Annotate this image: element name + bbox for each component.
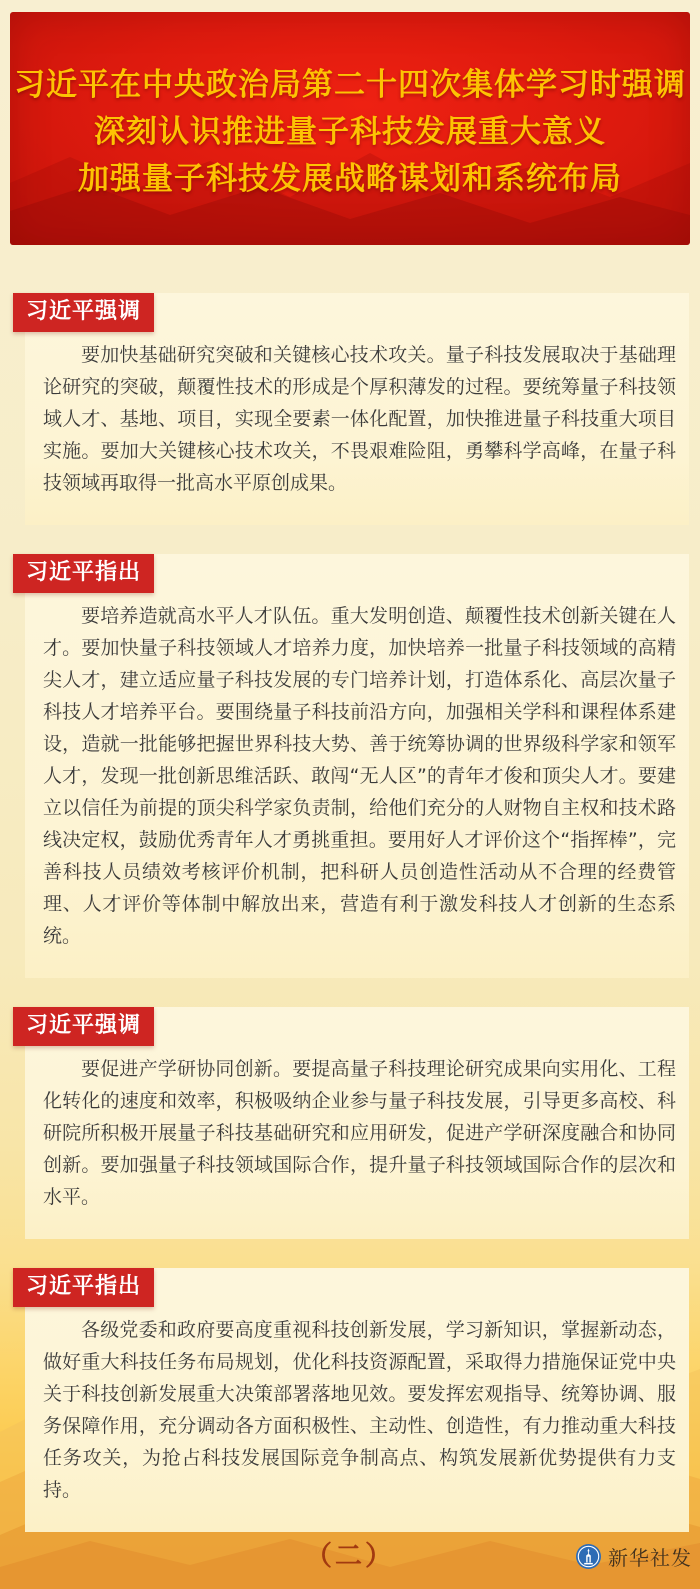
header-title	[10, 12, 690, 203]
section-2-badge: 习近平指出	[13, 554, 154, 593]
section-2-paragraph: 要培养造就高水平人才队伍。重大发明创造、颠覆性技术创新关键在人才。要加快量子科技领域人才培养力度，加快培养一批量子科技领域的高精尖人才，建立适应量子科技发展的专门培养计划，打造体系化、高层次量子科技人才培养平台。要围绕量子科技前沿方向，加强相关学科和课程体系建设，造就一批能够把握世界科技大势、善于统筹协调的世界级科学家和领军人才，发现一批创新思维活跃、敢闯“无人区”的青年才俊和顶尖人才。要建立以信任为前提的顶尖科学家负责制，给他们充分的人财物自主权和技术路线决定权，鼓励优秀青年人才勇挑重担。要用好人才评价这个“指挥棒”，完善科技人员绩效考核评价机制，把科研人员创造性活动从不合理的经费管理、人才评价等体制中解放出来，营造有利于激发科技人才创新的生态系统。	[43, 605, 676, 947]
section-4-paragraph: 各级党委和政府要高度重视科技创新发展，学习新知识，掌握新动态，做好重大科技任务布局规划，优化科技资源配置，采取得力措施保证党中央关于科技创新发展重大决策部署落地见效。要发挥宏观指导、统筹协调、服务保障作用，充分调动各方面积极性、主动性、创造性，有力推动重大科技任务攻关，为抢占科技发展国际竞争制高点、构筑发展新优势提供有力支持。	[43, 1319, 676, 1501]
section-1	[0, 293, 700, 525]
xinhua-logo-icon	[576, 1544, 601, 1569]
section-4-badge: 习近平指出	[13, 1268, 154, 1307]
section-3-paragraph: 要促进产学研协同创新。要提高量子科技理论研究成果向实用化、工程化转化的速度和效率，积极吸纳企业参与量子科技发展，引导更多高校、科研院所积极开展量子科技基础研究和应用研发，促进产学研深度融合和协同创新。要加强量子科技领域国际合作，提升量子科技领域国际合作的层次和水平。	[43, 1058, 676, 1208]
section-2	[0, 554, 700, 978]
section-1-badge: 习近平强调	[13, 293, 154, 332]
agency-credit-label: 新华社发	[608, 1546, 692, 1570]
header-banner	[10, 12, 690, 245]
agency-credit	[576, 1542, 692, 1571]
section-2-box	[25, 554, 689, 978]
section-4-box	[25, 1268, 689, 1532]
section-3	[0, 1007, 700, 1239]
page-number: （二）	[305, 1541, 395, 1572]
header-title-line-2: 深刻认识推进量子科技发展重大意义	[94, 114, 606, 150]
section-4	[0, 1268, 700, 1532]
sections-container	[0, 283, 700, 1561]
header-title-line-1: 习近平在中央政治局第二十四次集体学习时强调	[14, 67, 686, 103]
header-title-line-3: 加强量子科技发展战略谋划和系统布局	[78, 161, 622, 197]
section-3-badge: 习近平强调	[13, 1007, 154, 1046]
section-1-paragraph: 要加快基础研究突破和关键核心技术攻关。量子科技发展取决于基础理论研究的突破，颠覆性技术的形成是个厚积薄发的过程。要统筹量子科技领域人才、基地、项目，实现全要素一体化配置，加快推进量子科技重大项目实施。要加大关键核心技术攻关，不畏艰难险阻，勇攀科学高峰，在量子科技领域再取得一批高水平原创成果。	[43, 344, 676, 494]
